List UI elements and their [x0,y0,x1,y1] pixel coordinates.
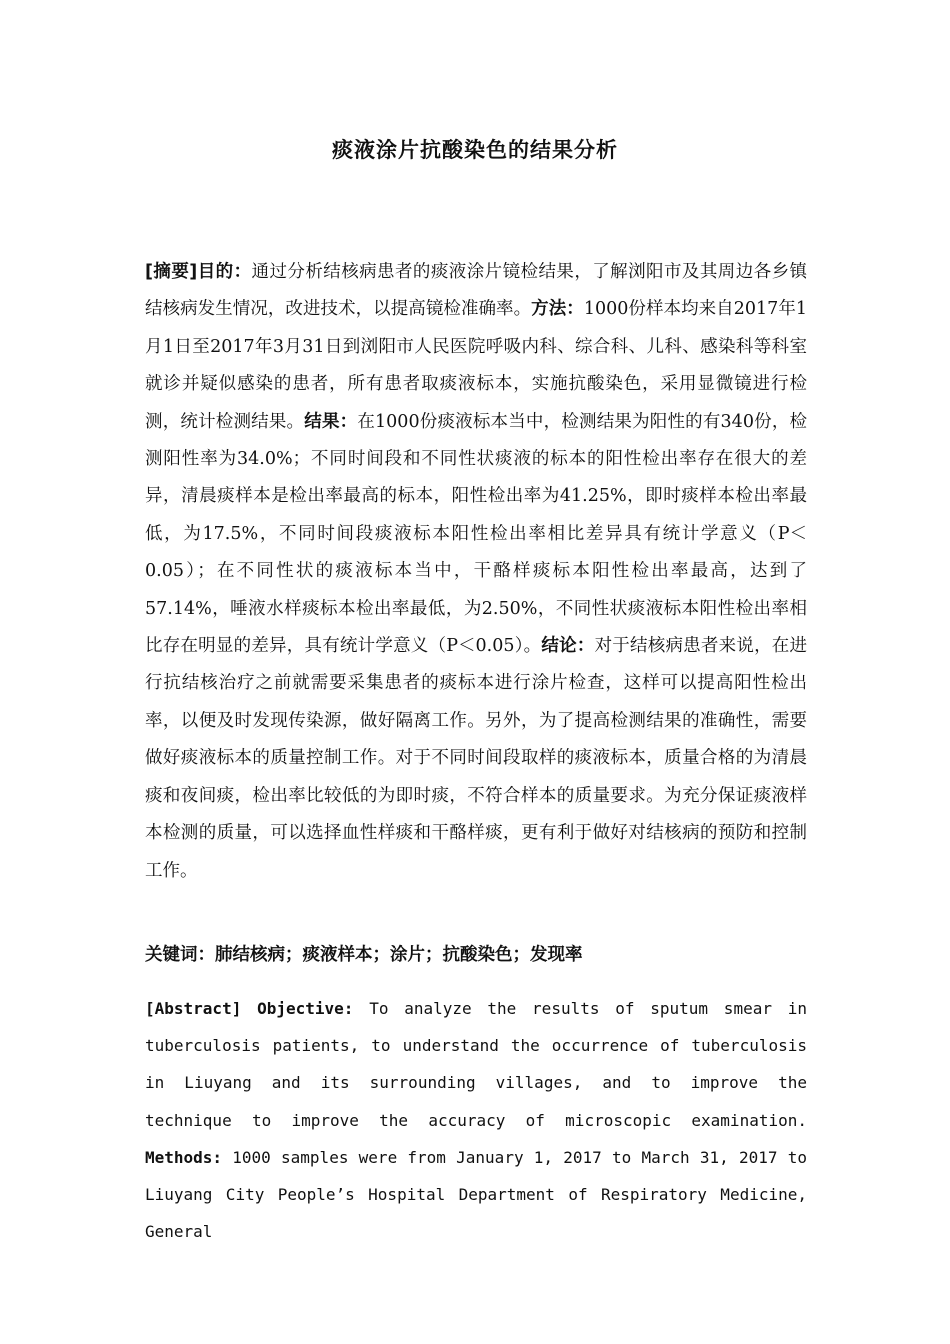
english-objective-label: Objective: [257,999,354,1018]
chinese-abstract [145,254,807,890]
english-abstract-label: [Abstract] [145,999,242,1018]
results-label: 结果： [304,411,358,432]
objective-text: 通过分析结核病患者的痰液涂片镜检结果，了解浏阳市及其周边各乡镇结核病发生情况，改进技术，以提高镜检准确率。 [145,262,808,320]
methods-text: 1000份样本均来自2017年1月1日至2017年3月31日到浏阳市人民医院呼吸内科、综合科、儿科、感染科等科室就诊并疑似感染的患者，所有患者取痰液标本，实施抗酸染色，采用显微镜进行检测，统计检测结果。 [145,299,808,432]
english-methods-text: 1000 samples were from January 1, 2017 to March 31, 2017 to Liuyang City People’s Hospital Department of Respiratory Medicine, General [145,1147,807,1242]
keywords-line: 关键词：肺结核病；痰液样本；涂片；抗酸染色；发现率 [145,945,583,965]
english-abstract [145,990,807,1250]
paper-title: 痰液涂片抗酸染色的结果分析 [332,138,618,162]
results-text: 在1000份痰液标本当中，检测结果为阳性的有340份，检测阳性率为34.0%；不同时间段和不同性状痰液的标本的阳性检出率存在很大的差异，清晨痰样本是检出率最高的标本，阳性检出率为41.25%，即时痰样本检出率最低，为17.5%，不同时间段痰液标本阳性检出率相比差异具有统计学意义（P＜0.05）；在不同性状的痰液标本当中，干酪样痰标本阳性检出率最高，达到了57.14%，唾液水样痰标本检出率最低，为2.50%，不同性状痰液标本阳性检出率相比存在明显的差异，具有统计学意义（P＜0.05）。 [145,411,808,657]
abstract-label: [摘要] [145,262,198,282]
english-objective-text: To analyze the results of sputum smear in tuberculosis patients, to understand the occurrence of tuberculosis in Liuyang and its surrounding villages, and to improve the technique to improve the accuracy of microscopic examination. [145,999,807,1130]
objective-label: 目的： [197,262,252,282]
methods-label: 方法： [531,299,584,320]
conclusion-text: 对于结核病患者来说，在进行抗结核治疗之前就需要采集患者的痰标本进行涂片检查，这样可以提高阳性检出率，以便及时发现传染源，做好隔离工作。另外，为了提高检测结果的准确性，需要做好痰液标本的质量控制工作。对于不同时间段取样的痰液标本，质量合格的为清晨痰和夜间痰，检出率比较低的为即时痰，不符合样本的质量要求。为充分保证痰液样本检测的质量，可以选择血性样痰和干酪样痰，更有利于做好对结核病的预防和控制工作。 [145,636,808,881]
conclusion-label: 结论： [541,636,595,657]
english-methods-label: Methods: [145,1147,223,1167]
